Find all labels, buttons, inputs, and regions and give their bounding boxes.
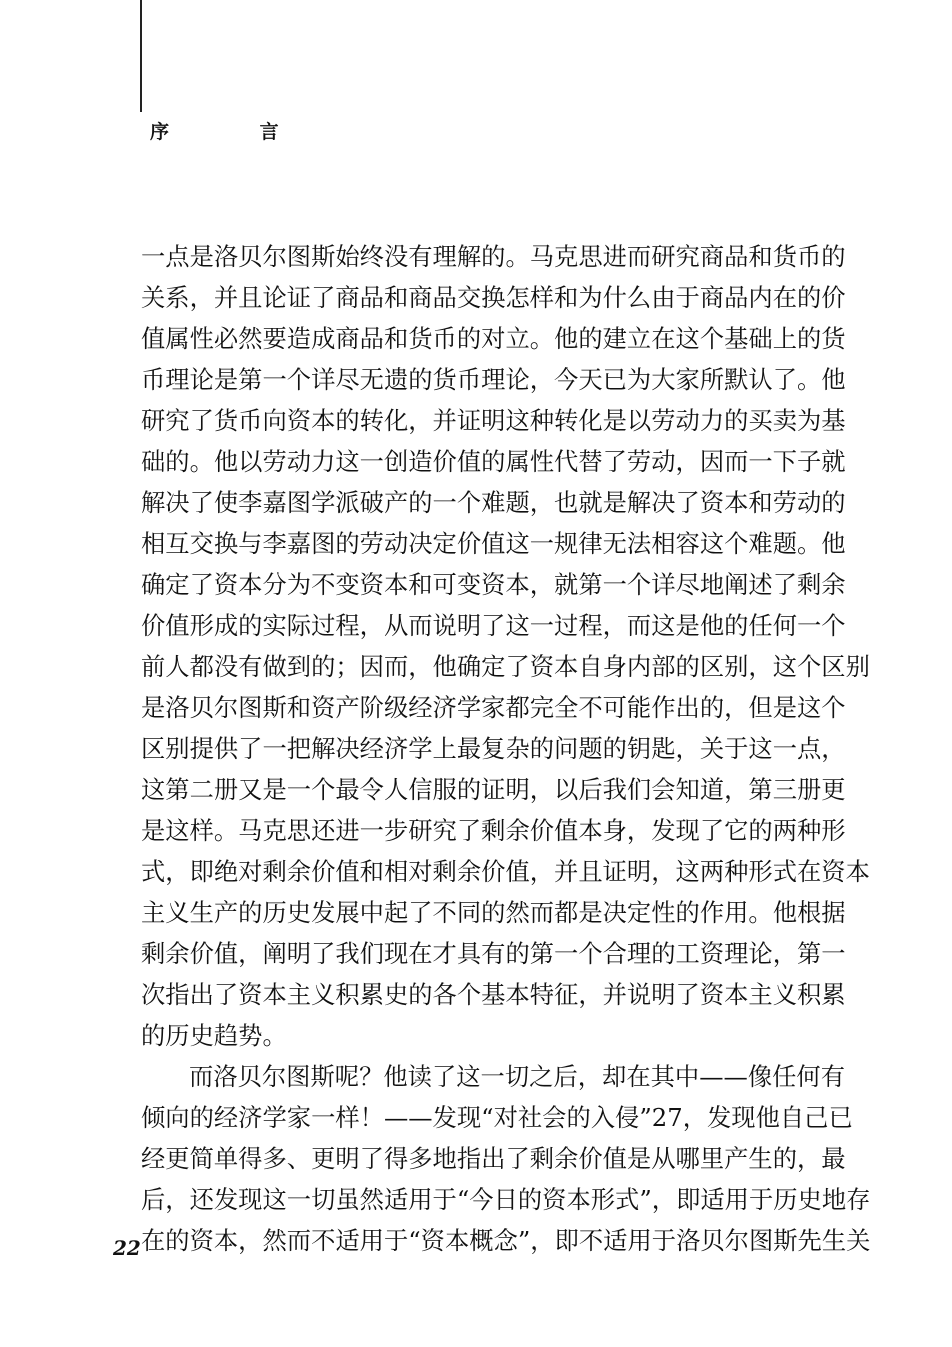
text-line: 一点是洛贝尔图斯始终没有理解的。马克思进而研究商品和货币的 [141, 242, 846, 271]
text-line: 解决了使李嘉图学派破产的一个难题，也就是解决了资本和劳动的 [141, 488, 846, 517]
running-head: 序 言 [150, 121, 321, 143]
text-line: 币理论是第一个详尽无遗的货币理论，今天已为大家所默认了。他 [141, 365, 846, 394]
page-number: 22 [113, 1236, 141, 1260]
text-line: 主义生产的历史发展中起了不同的然而都是决定性的作用。他根据 [141, 898, 846, 927]
body-text [141, 236, 871, 1261]
text-line: 的历史趋势。 [141, 1021, 287, 1050]
text-line: 这第二册又是一个最令人信服的证明，以后我们会知道，第三册更 [141, 775, 846, 804]
text-line: 是洛贝尔图斯和资产阶级经济学家都完全不可能作出的，但是这个 [141, 693, 846, 722]
paragraph [141, 1056, 871, 1261]
text-line: 值属性必然要造成商品和货币的对立。他的建立在这个基础上的货 [141, 324, 846, 353]
text-line: 倾向的经济学家一样！——发现“对社会的入侵”27，发现他自己已 [141, 1103, 853, 1132]
paragraph [141, 236, 870, 1056]
text-line: 确定了资本分为不变资本和可变资本，就第一个详尽地阐述了剩余 [141, 570, 846, 599]
text-line: 价值形成的实际过程，从而说明了这一过程，而这是他的任何一个 [141, 611, 846, 640]
text-line: 础的。他以劳动力这一创造价值的属性代替了劳动，因而一下子就 [141, 447, 846, 476]
text-line: 后，还发现这一切虽然适用于“今日的资本形式”，即适用于历史地存 [141, 1185, 871, 1214]
text-line: 在的资本，然而不适用于“资本概念”，即不适用于洛贝尔图斯先生关 [141, 1226, 871, 1255]
text-line: 区别提供了一把解决经济学上最复杂的问题的钥匙，关于这一点， [141, 734, 846, 763]
text-line: 而洛贝尔图斯呢？他读了这一切之后，却在其中——像任何有 [189, 1062, 846, 1091]
text-line: 研究了货币向资本的转化，并证明这种转化是以劳动力的买卖为基 [141, 406, 846, 435]
margin-rule [140, 0, 142, 112]
text-line: 式，即绝对剩余价值和相对剩余价值，并且证明，这两种形式在资本 [141, 857, 870, 886]
text-line: 次指出了资本主义积累史的各个基本特征，并说明了资本主义积累 [141, 980, 846, 1009]
text-line: 前人都没有做到的；因而，他确定了资本自身内部的区别，这个区别 [141, 652, 870, 681]
text-line: 关系，并且论证了商品和商品交换怎样和为什么由于商品内在的价 [141, 283, 846, 312]
text-line: 是这样。马克思还进一步研究了剩余价值本身，发现了它的两种形 [141, 816, 846, 845]
text-line: 剩余价值，阐明了我们现在才具有的第一个合理的工资理论，第一 [141, 939, 846, 968]
text-line: 相互交换与李嘉图的劳动决定价值这一规律无法相容这个难题。他 [141, 529, 846, 558]
text-line: 经更简单得多、更明了得多地指出了剩余价值是从哪里产生的，最 [141, 1144, 846, 1173]
